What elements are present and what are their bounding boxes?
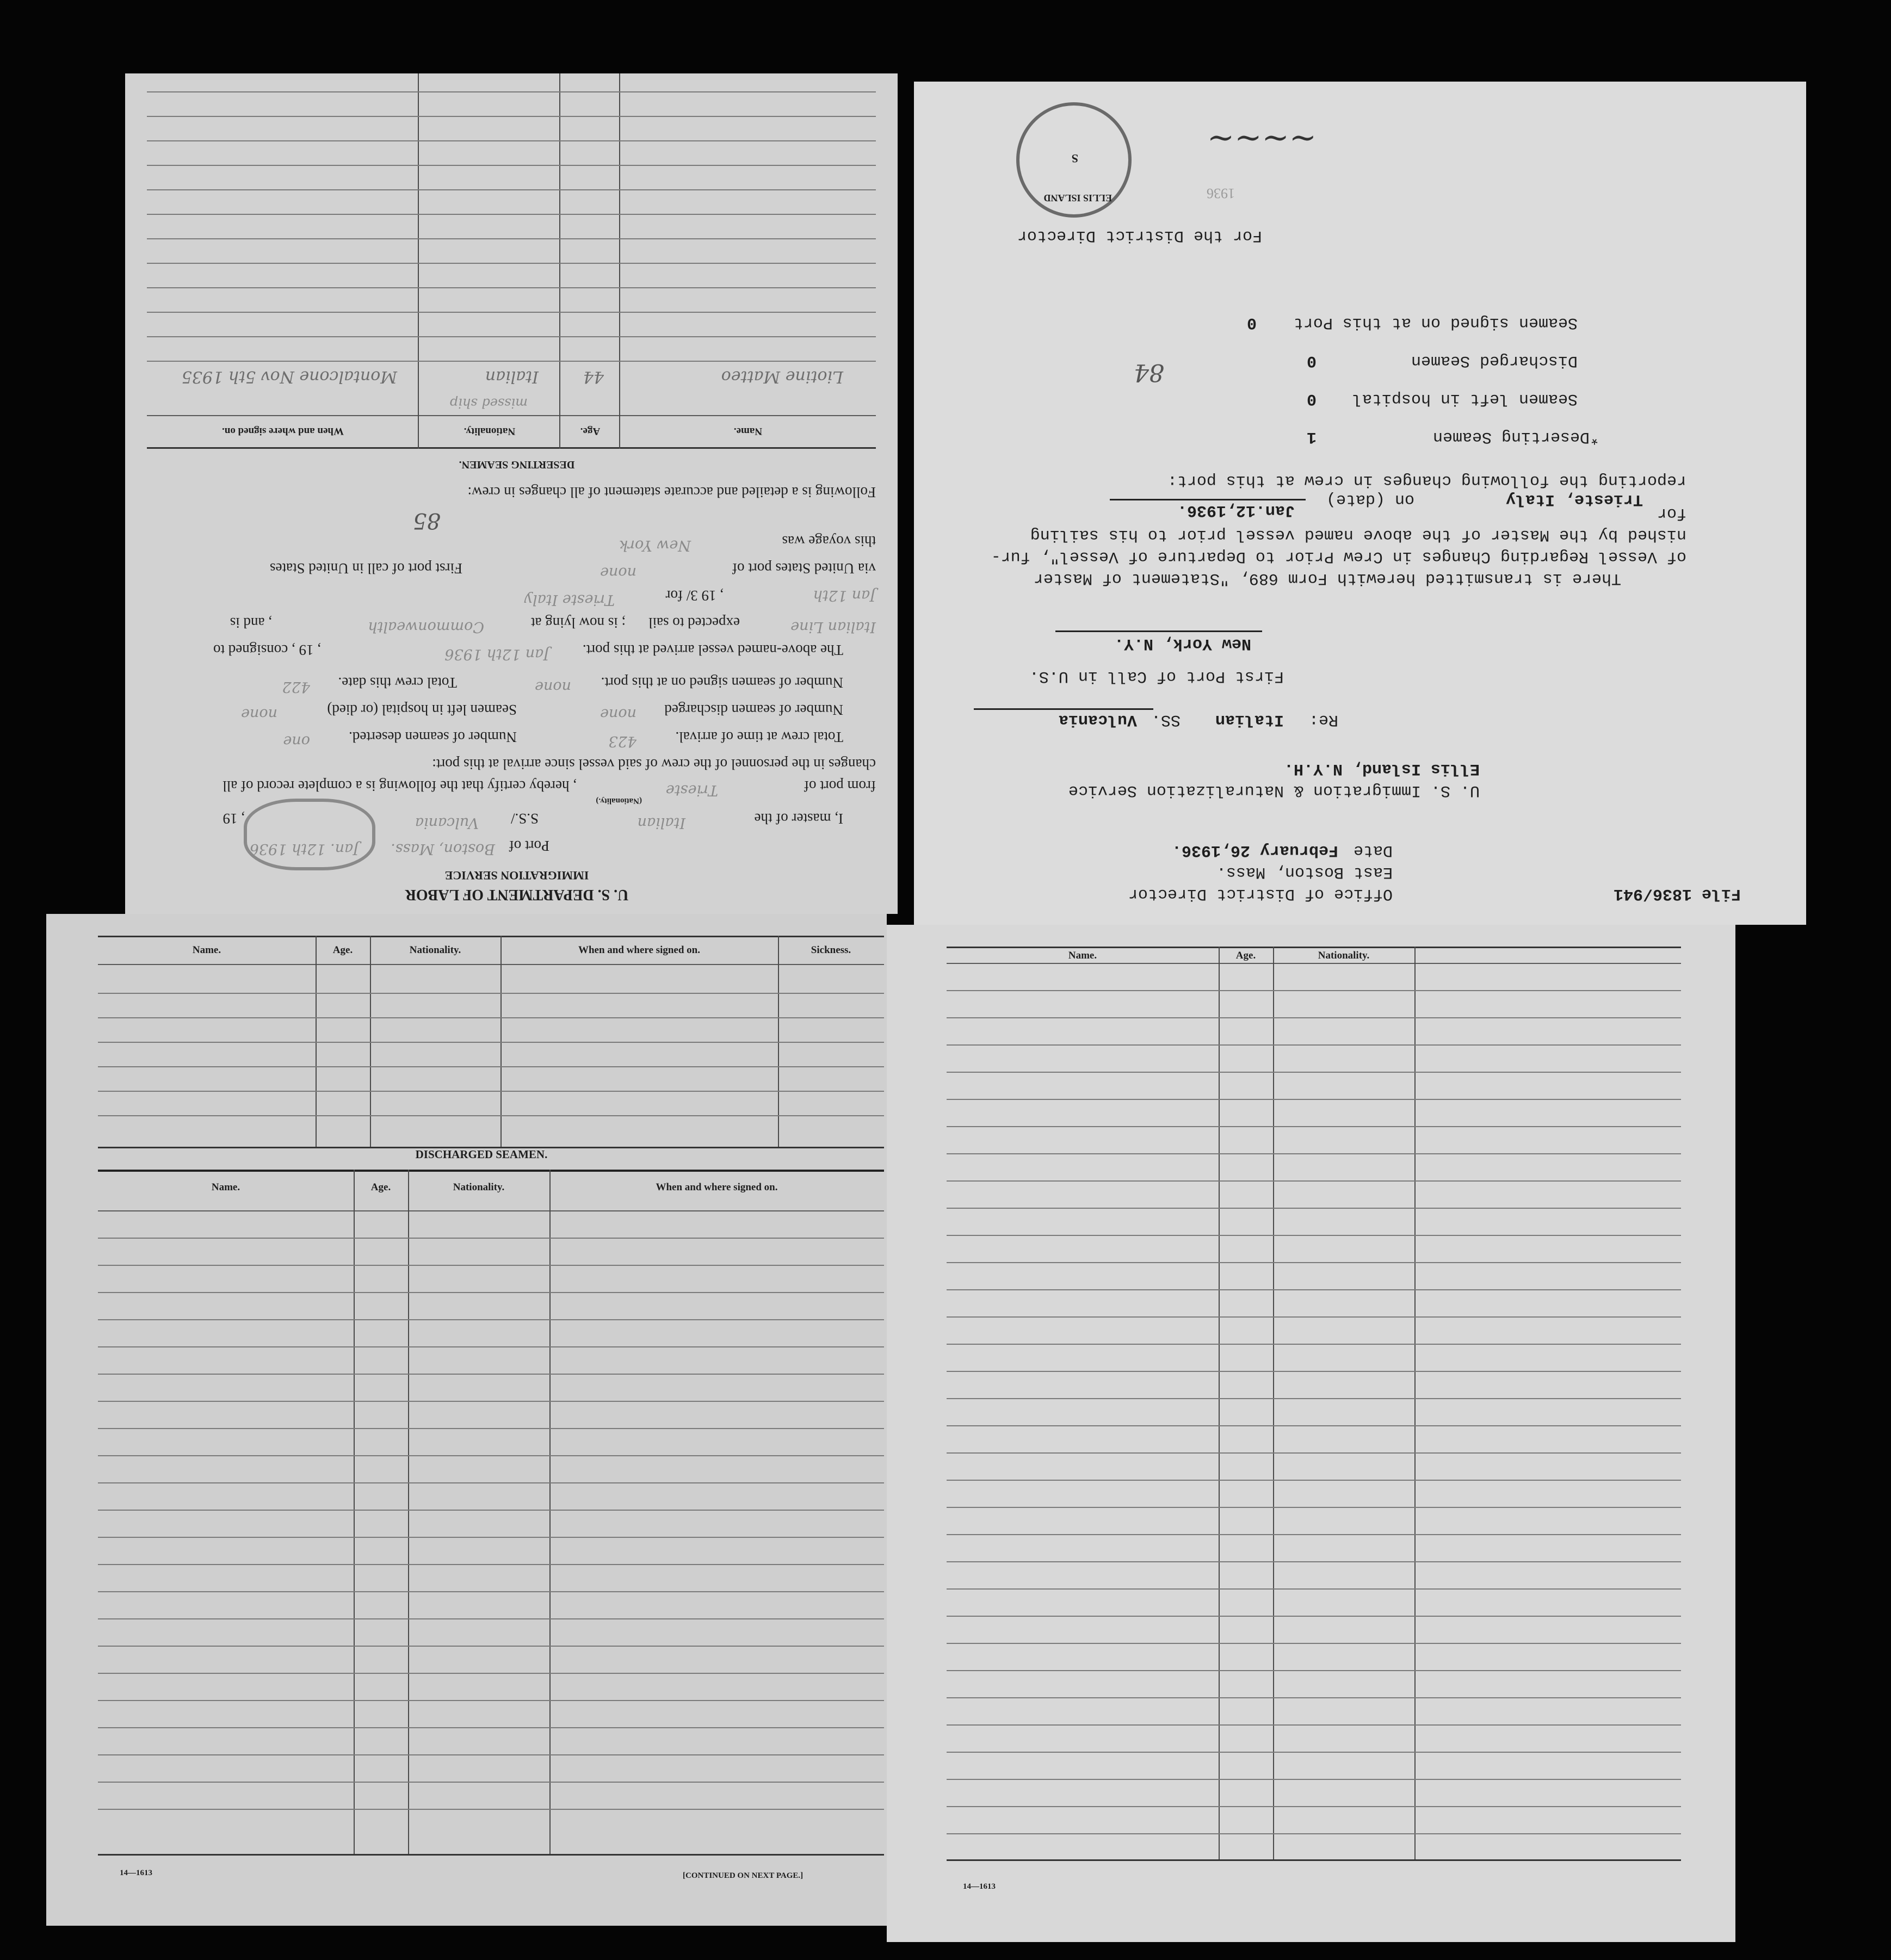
body-line-4: reporting the following changes in crew at this port: <box>1167 471 1686 490</box>
form-department-heading: U. S. DEPARTMENT OF LABOR <box>405 886 629 903</box>
deserter-nationality: Italian <box>485 367 539 386</box>
stamp-text: ELLIS ISLAND <box>1043 193 1112 203</box>
voyage-value: New York <box>619 537 691 554</box>
arrived-value: Jan 12th 1936 <box>444 646 549 663</box>
top-col-nationality: Nationality. <box>409 944 461 956</box>
date-label: Date <box>1353 841 1393 860</box>
port-label: Port of <box>509 838 549 854</box>
via-value: none <box>600 564 636 581</box>
top-col-signed: When and where signed on. <box>578 944 700 956</box>
right-col-nationality: Nationality. <box>1318 950 1370 961</box>
discharged-label: Discharged Seamen <box>1411 351 1578 370</box>
hospital-label: Seamen left in hospital <box>1352 389 1578 408</box>
signed-on-value: 0 <box>1246 313 1257 332</box>
via-line: via United States port of <box>732 560 876 577</box>
consigned-value: Italian Line <box>790 619 876 635</box>
from-port-line: from port of <box>804 778 876 794</box>
lying-line: ; is now lying at <box>531 615 626 631</box>
year-suffix: , 19 <box>223 811 245 827</box>
handwritten-number-84: 84 <box>1134 358 1164 386</box>
lower-right-form-sheet <box>887 925 1735 1942</box>
lower-left-form-sheet <box>46 914 887 1926</box>
expected-line: expected to sail <box>648 615 740 631</box>
expected-value-line <box>813 587 876 604</box>
missed-ship-note: missed ship <box>449 395 528 411</box>
discharged-seamen-title: DISCHARGED SEAMEN. <box>415 1148 548 1161</box>
discharged-value: 0 <box>1306 351 1317 370</box>
discharged-line: Number of seamen discharged <box>664 702 843 718</box>
arrived-line: The above-named vessel arrived at this port. <box>582 642 843 658</box>
first-port-label: First Port of Call in U.S. <box>1029 667 1284 685</box>
hospital-line: Seamen left in hospital (or died) <box>327 702 517 718</box>
addressee-line-2: Ellis Island, N.Y.H. <box>1283 759 1480 778</box>
signoff-line: For the District Director <box>1017 226 1262 245</box>
certify-line: , hereby certify that the following is a complete record of all <box>223 778 577 794</box>
upper-right-letter-sheet <box>914 82 1806 925</box>
for-line: , 19 3/ for <box>665 588 724 604</box>
form-service-heading: IMMIGRATION SERVICE <box>444 869 589 882</box>
top-col-name: Name. <box>192 944 221 956</box>
addressee-line-1: U. S. Immigration & Naturalization Service <box>1068 781 1480 800</box>
deserting-seamen-title: DESERTING SEAMEN. <box>459 459 575 471</box>
deserter-signed-on: Montalcone Nov 5th 1935 <box>181 367 397 386</box>
for-value: Trieste, Italy <box>1505 490 1643 509</box>
stamp-letter: S <box>1071 152 1078 165</box>
total-crew-line: Total crew at time of arrival. <box>675 729 843 745</box>
right-col-age: Age. <box>1235 950 1256 961</box>
vessel-value: Vulcania <box>415 814 479 831</box>
total-this-date-value: 422 <box>282 678 310 695</box>
lying-value: Commonwealth <box>368 619 484 635</box>
received-date-stamp <box>244 799 375 870</box>
handwritten-number-85: 85 <box>413 508 441 533</box>
hospital-value: 0 <box>1306 389 1317 408</box>
top-table <box>98 936 884 1148</box>
first-port-line: First port of call in United States <box>270 560 462 577</box>
vessel-prefix: S.S./ <box>510 811 539 827</box>
deserted-value: one <box>283 733 310 750</box>
deserting-col-age: Age. <box>580 425 601 437</box>
discharged-col-age: Age. <box>370 1182 391 1193</box>
first-port-underline <box>1055 630 1262 632</box>
deserter-name: Liotine Matteo <box>721 367 843 386</box>
for-value: Trieste Italy <box>524 591 615 608</box>
hospital-value: none <box>240 706 277 722</box>
body-line-3: nished by the Master of the above named vessel prior to his sailing <box>1030 525 1686 544</box>
body-line-2: of Vessel Regarding Changes in Crew Prior to Departure of Vessel", fur- <box>991 547 1686 566</box>
following-line: Following is a detailed and accurate statement of all changes in crew: <box>467 484 876 500</box>
re-label: Re: <box>1308 710 1338 729</box>
right-table <box>947 947 1681 1860</box>
top-col-sickness: Sickness. <box>811 944 851 956</box>
master-line: I, master of the <box>754 811 843 827</box>
deserter-age: 44 <box>583 367 604 386</box>
deserting-label: *Deserting Seamen <box>1432 428 1599 446</box>
discharged-value: none <box>600 706 636 722</box>
for-label: for <box>1657 504 1686 522</box>
deserting-col-name: Name. <box>733 425 763 437</box>
port-date-value: Jan. 12th 1936 <box>249 840 359 857</box>
consigned-line: , 19 , consigned to <box>213 642 321 658</box>
signed-on-label: Seamen signed on at this Port <box>1293 313 1578 332</box>
discharged-col-nationality: Nationality. <box>453 1182 505 1193</box>
total-this-date-line: Total crew this date. <box>338 675 457 691</box>
nationality-note: (Nationality.) <box>596 796 642 805</box>
discharged-col-signed: When and where signed on. <box>656 1182 778 1193</box>
continued-note: [CONTINUED ON NEXT PAGE.] <box>683 1871 804 1880</box>
re-value: Italian <box>1215 710 1284 729</box>
discharged-table <box>98 1170 884 1855</box>
form-number-right: 14—1613 <box>963 1882 996 1891</box>
deserted-line: Number of seamen deserted. <box>349 729 517 745</box>
port-value: Boston, Mass. <box>391 840 495 857</box>
and-is-line: , and is <box>230 615 272 631</box>
handwritten-signature: ~~~~ <box>1207 120 1317 158</box>
upper-left-form-sheet <box>125 73 898 914</box>
file-number: File 1836/941 <box>1613 885 1741 903</box>
ss-underline <box>974 708 1153 710</box>
deserting-col-nationality: Nationality. <box>464 425 516 437</box>
signed-on-value: none <box>534 678 571 695</box>
on-date-underline <box>1110 499 1306 500</box>
stamp-year: 1936 <box>1207 186 1235 201</box>
expected-value: Jan 12th <box>813 587 876 604</box>
top-col-age: Age. <box>332 944 353 956</box>
right-col-name: Name. <box>1068 950 1097 961</box>
discharged-col-name: Name. <box>211 1182 240 1193</box>
from-port-value: Trieste <box>665 782 718 799</box>
voyage-line: this voyage was <box>782 533 876 549</box>
changes-line: changes in the personnel of the crew of said vessel since arrival at this port: <box>432 756 876 772</box>
date-value: February 26,1936. <box>1171 841 1338 860</box>
on-date-value: Jan.12,1936. <box>1177 501 1295 520</box>
on-date-label: on (date) <box>1326 490 1414 509</box>
body-line-1: There is transmitted herewith Form 689, "Statement of Master <box>1033 569 1621 588</box>
form-number-left: 14—1613 <box>120 1869 152 1877</box>
total-crew-value: 423 <box>608 733 636 750</box>
ss-value: Vulcania <box>1058 710 1137 729</box>
nationality-value: Italian <box>637 814 685 831</box>
office-line-1: Office of District Director <box>1128 885 1393 903</box>
deserting-table <box>147 73 876 449</box>
first-port-value: New York, N.Y. <box>1114 634 1251 653</box>
ss-label: SS. <box>1151 710 1181 729</box>
office-line-2: East Boston, Mass. <box>1216 863 1393 881</box>
deserting-col-signed: When and where signed on. <box>222 425 344 437</box>
ellis-island-stamp <box>1016 102 1132 218</box>
deserting-value: 1 <box>1306 428 1317 446</box>
signed-on-line: Number of seamen signed on at this port. <box>601 675 843 691</box>
